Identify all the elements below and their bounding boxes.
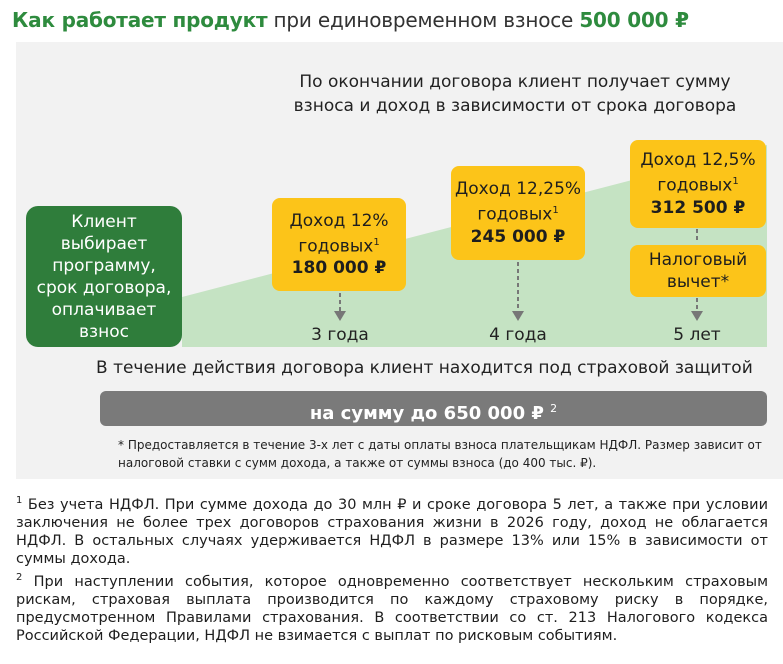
footnote-mark: 1: [373, 236, 380, 248]
intro-text: По окончании договора клиент получает сумму взноса и доход в зависимости от срока договора: [293, 72, 737, 116]
income-period: годовых$^1$: [657, 175, 739, 196]
term-5-years: 5 лет: [673, 325, 721, 345]
income-amount: 180 000 ₽: [291, 258, 387, 279]
footnote-mark: 1: [16, 495, 23, 506]
term-4-years: 4 года: [489, 325, 547, 345]
income-rate: Доход 12%: [289, 210, 389, 231]
footnote-1: [16, 492, 768, 569]
title-text: при единовременном взносе: [273, 8, 574, 32]
income-amount: 312 500 ₽: [650, 197, 746, 218]
footnotes: [16, 492, 768, 645]
income-box-5y: [630, 140, 766, 228]
income-rate: Доход 12,5%: [640, 150, 756, 171]
title-highlight: Как работает продукт: [12, 8, 268, 32]
tax-footnote: * Предоставляется в течение 3-х лет с даты оплаты взноса плательщикам НДФЛ. Размер зависит от налоговой ставки с сумм дохода, а также от суммы взноса (до 400 тыс. ₽).: [118, 438, 762, 470]
footnote-2: [16, 569, 768, 646]
footnote-mark: 2: [550, 402, 558, 415]
income-box-3y: [272, 198, 406, 291]
footnote-mark: 1: [732, 176, 739, 188]
client-box: [26, 206, 182, 347]
footnote-text: При наступлении события, которое одновременно соответствует нескольким страховым рискам, страховая выплата производится по каждому страховому риску в порядке, предусмотренном Правилами страхования. В соответствии со ст. 213 Налогового кодекса Российской Федерации, НДФЛ не взимается с выплат по рисковым событиям.: [16, 573, 769, 645]
income-period: годовых$^1$: [477, 204, 559, 225]
tax-deduction-line2: вычет*: [666, 272, 730, 292]
income-period: годовых$^1$: [298, 236, 380, 257]
protection-text: В течение действия договора клиент находится под страховой защитой: [96, 358, 753, 378]
footnote-text: Без учета НДФЛ. При сумме дохода до 30 млн ₽ и сроке договора 5 лет, а также при условии заключения не более трех договоров страхования жизни в 2026 году, доход не облагается НДФЛ. В остальных случаях удерживается НДФЛ в размере 13% или 15% в зависимости от суммы дохода.: [16, 496, 768, 568]
client-box-text: Клиент выбирает программу, срок договора, оплачивает взнос: [36, 211, 172, 342]
income-box-4y: [451, 166, 585, 260]
term-3-years: 3 года: [311, 325, 369, 345]
income-amount: 245 000 ₽: [470, 226, 566, 247]
title-amount: 500 000 ₽: [579, 8, 689, 32]
income-rate: Доход 12,25%: [454, 179, 582, 200]
coverage-bar: [100, 391, 767, 426]
footnote-mark: 2: [16, 571, 23, 583]
tax-deduction-line1: Налоговый: [648, 250, 748, 270]
footnote-mark: 1: [552, 205, 559, 217]
tax-deduction-box: [630, 245, 766, 297]
coverage-amount: на сумму до 650 000 ₽: [309, 403, 544, 424]
